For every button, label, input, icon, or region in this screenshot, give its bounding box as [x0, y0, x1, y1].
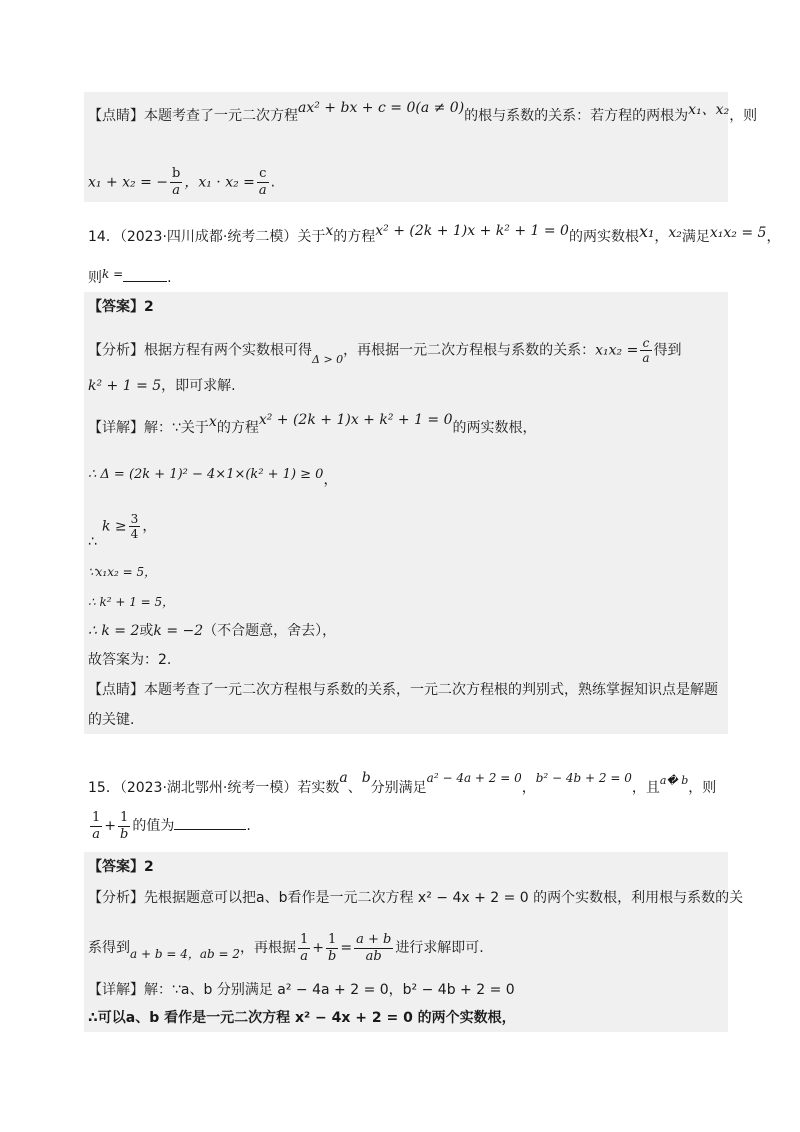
detail-line-1: 【详解】解：∵关于x的方程x² + (2k + 1)x + k² + 1 = 0的两实数根，	[88, 412, 537, 436]
question-14-line-2: 则k = .	[88, 267, 172, 286]
remark-line-1	[88, 100, 758, 126]
analysis-line-2: k² + 1 = 5，即可求解.	[88, 378, 236, 394]
detail-line-7: 故答案为：2.	[88, 652, 172, 668]
equation-a: a² − 4a + 2 = 0	[426, 771, 522, 785]
variable-x: x	[325, 223, 334, 239]
fraction-b-over-a: $\frac{b}{a}$	[172, 166, 181, 198]
fraction-c-over-a: $\frac{c}{a}$	[258, 166, 267, 198]
answer-label: 【答案】2	[88, 299, 154, 315]
discriminant: ∴ Δ = (2k + 1)² − 4×1×(k² + 1) ≥ 0	[88, 467, 324, 482]
answer-blank	[123, 281, 167, 282]
analysis-line-2: 系得到a + b = 4，ab = 2，再根据 $\frac{1}{a}$ + $\frac{1}{b}$ = $\frac{a + b}{ab}$ 进行求解即可.	[88, 931, 484, 964]
equation: x² + (2k + 1)x + k² + 1 = 0	[375, 223, 569, 239]
detail-line-5: ∴ k² + 1 = 5，	[88, 595, 175, 609]
remark-text: 【点睛】本题考查了一元二次方程	[88, 108, 298, 124]
fraction-1-over-b: $\frac{1}{b}$	[120, 809, 129, 842]
product-formula: ，x₁ · x₂ =	[184, 174, 255, 191]
answer-blank	[174, 829, 246, 830]
equation-b: b² − 4b + 2 = 0	[535, 771, 632, 785]
detail-line-6: ∴ k = 2或k = −2（不合题意，舍去），	[88, 623, 337, 639]
remark-line-2: 的关键.	[88, 712, 135, 728]
remark-text: ，则	[729, 108, 758, 124]
remark-text: 的根与系数的关系：若方程的两根为	[464, 108, 689, 124]
therefore-symbol: ∴	[88, 534, 97, 550]
fraction-sum-over-product: $\frac{a + b}{ab}$	[356, 931, 392, 964]
analysis-line-1: 【分析】根据方程有两个实数根可得$_{\Delta > 0}$，再根据一元二次方程根与系数的关系：x₁x₂ = $\frac{c}{a}$ 得到	[88, 336, 682, 366]
delta-condition: Δ > 0	[312, 352, 344, 366]
root-x1: x₁	[638, 222, 655, 241]
analysis-line-1: 【分析】先根据题意可以把a、b看作是一元二次方程 x² − 4x + 2 = 0 的两个实数根，利用根与系数的关	[88, 890, 744, 906]
detail-line-1: 【详解】解：∵a、b 分别满足 a² − 4a + 2 = 0，b² − 4b + 2 = 0	[88, 982, 515, 998]
fraction-1-over-a: $\frac{1}{a}$	[92, 809, 101, 842]
fraction-3-over-4: $\frac{3}{4}$	[130, 512, 139, 541]
fraction-c-over-a: $\frac{c}{a}$	[642, 336, 650, 365]
question-15: 15．（2023·湖北鄂州·统考一模）若实数a、b分别满足a² − 4a + 2 = 0，b² − 4b + 2 = 0，且$^{a� b}$，则	[88, 770, 717, 796]
detail-line-2: ∴ Δ = (2k + 1)² − 4×1×(k² + 1) ≥ 0，	[88, 467, 338, 488]
fraction-1-over-a: $\frac{1}{a}$	[300, 931, 309, 964]
sum-formula: x₁ + x₂ = −	[88, 174, 169, 191]
condition: x₁x₂ = 5	[709, 225, 767, 241]
answer-label: 【答案】2	[88, 859, 154, 875]
question-text: 14．（2023·四川成都·统考二模）关于	[88, 229, 326, 245]
roots: x₁、x₂	[688, 102, 730, 118]
question-14: 14．（2023·四川成都·统考二模）关于x的方程x² + (2k + 1)x + k² + 1 = 0的两实数根x₁，x₂满足x₁x₂ = 5，	[88, 222, 781, 245]
detail-line-4: ∵x₁x₂ = 5，	[88, 565, 157, 579]
detail-line-3: k ≥ $\frac{3}{4}$ ，	[102, 512, 157, 541]
detail-line-2: ∴可以a、b 看作是一元二次方程 x² − 4x + 2 = 0 的两个实数根，	[88, 1010, 516, 1026]
equation: ax² + bx + c = 0(a ≠ 0)	[298, 100, 465, 116]
remark-line-2: x₁ + x₂ = − $\frac{b}{a}$ ，x₁ · x₂ = $\frac{c}{a}$ .	[88, 166, 276, 198]
fraction-1-over-b: $\frac{1}{b}$	[328, 931, 337, 964]
root-x2: x₂	[668, 225, 682, 241]
question-15-line-2: $\frac{1}{a}$ + $\frac{1}{b}$ 的值为 .	[92, 809, 251, 842]
equation: x² + (2k + 1)x + k² + 1 = 0	[258, 412, 453, 428]
remark-line-1: 【点睛】本题考查了一元二次方程根与系数的关系，一元二次方程根的判别式，熟练掌握知识点是解题	[88, 682, 718, 698]
